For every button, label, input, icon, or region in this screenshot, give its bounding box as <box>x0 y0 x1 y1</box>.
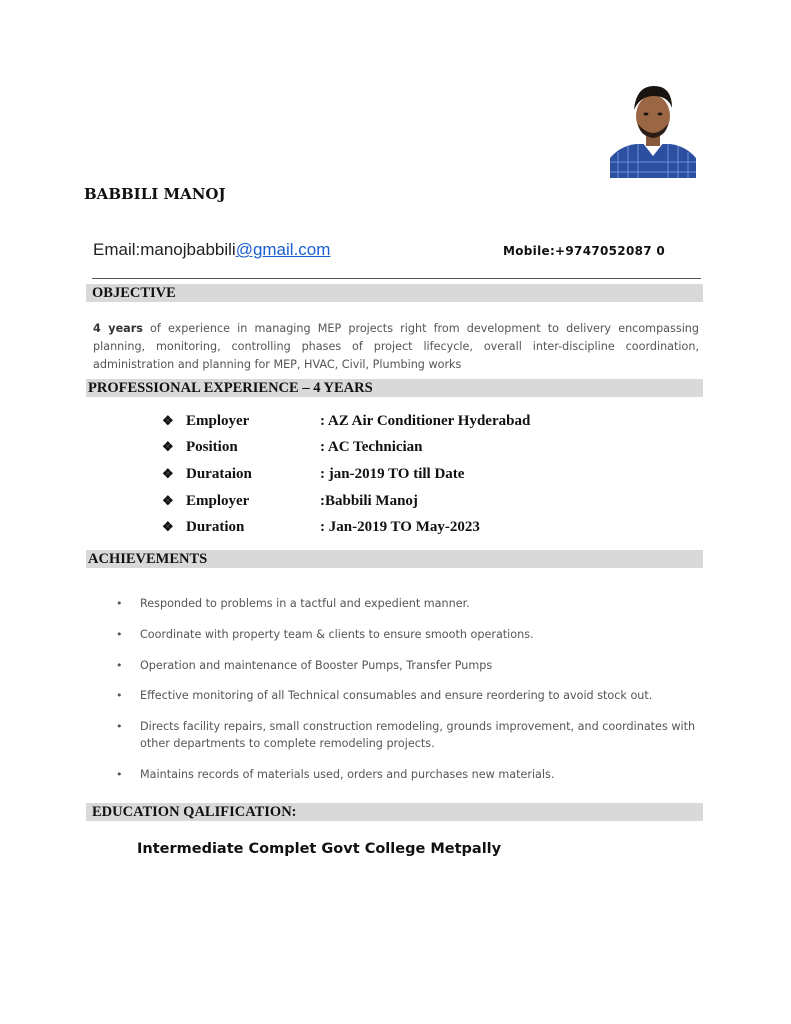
achievement-item <box>116 766 696 783</box>
bullet-icon: • <box>116 628 123 641</box>
bullet-icon: • <box>116 597 123 610</box>
achievement-item <box>116 687 696 704</box>
experience-heading <box>86 379 703 397</box>
email-link[interactable]: @gmail.com <box>235 240 331 259</box>
experience-row <box>162 517 682 537</box>
achievement-text: Responded to problems in a tactful and expedient manner. <box>140 597 470 610</box>
experience-value: : Jan-2019 TO May-2023 <box>320 519 480 535</box>
achievements-heading <box>86 550 703 568</box>
diamond-bullet-icon: ❖ <box>162 519 174 534</box>
education-entry: Intermediate Complet Govt College Metpally <box>137 841 502 857</box>
achievement-text: Maintains records of materials used, orders and purchases new materials. <box>140 768 555 781</box>
profile-photo <box>610 80 696 178</box>
diamond-bullet-icon: ❖ <box>162 493 174 508</box>
achievement-item <box>116 595 696 612</box>
divider-line <box>92 278 701 279</box>
diamond-bullet-icon: ❖ <box>162 439 174 454</box>
achievement-text: Effective monitoring of all Technical consumables and ensure reordering to avoid stock out. <box>140 689 653 702</box>
experience-value: :Babbili Manoj <box>320 493 418 509</box>
achievement-text: Coordinate with property team & clients to ensure smooth operations. <box>140 628 534 641</box>
experience-value: : AC Technician <box>320 439 423 455</box>
bullet-icon: • <box>116 689 123 702</box>
achievement-text: Operation and maintenance of Booster Pumps, Transfer Pumps <box>140 659 493 672</box>
experience-row <box>162 491 682 511</box>
bullet-icon: • <box>116 720 123 733</box>
experience-key: Employer <box>186 413 250 429</box>
experience-key: Position <box>186 439 238 455</box>
experience-value: : AZ Air Conditioner Hyderabad <box>320 413 531 429</box>
experience-key: Durataion <box>186 466 252 482</box>
objective-lead: 4 years <box>93 322 143 335</box>
education-title: EDUCATION QALIFICATION: <box>92 804 297 820</box>
email-prefix: Email:manojbabbili <box>93 240 236 259</box>
diamond-bullet-icon: ❖ <box>162 466 174 481</box>
portrait-illustration <box>610 80 696 178</box>
achievements-title: ACHIEVEMENTS <box>88 551 208 567</box>
email-line <box>93 240 330 260</box>
education-heading <box>86 803 703 821</box>
experience-key: Duration <box>186 519 245 535</box>
bullet-icon: • <box>116 768 123 781</box>
achievement-item <box>116 718 696 752</box>
achievement-text: Directs facility repairs, small construction remodeling, grounds improvement, and coordinates with other departments to complete remodeling projects. <box>140 720 696 750</box>
experience-row <box>162 464 682 484</box>
diamond-bullet-icon: ❖ <box>162 413 174 428</box>
experience-key: Employer <box>186 493 250 509</box>
mobile-number: Mobile:+9747052087 0 <box>503 244 666 258</box>
candidate-name: BABBILI MANOJ <box>84 185 226 203</box>
achievement-item <box>116 626 696 643</box>
experience-title: PROFESSIONAL EXPERIENCE – 4 YEARS <box>88 380 373 396</box>
experience-row <box>162 411 682 431</box>
achievement-item <box>116 657 696 674</box>
objective-paragraph <box>93 320 699 374</box>
bullet-icon: • <box>116 659 123 672</box>
objective-title: OBJECTIVE <box>92 285 176 301</box>
objective-body: of experience in managing MEP projects right from development to delivery encompassing planning, monitoring, controlling phases of project lifecycle, overall inter-discipline coordination, administration and planning for MEP, HVAC, Civil, Plumbing works <box>93 322 699 371</box>
experience-value: : jan-2019 TO till Date <box>320 466 465 482</box>
experience-row <box>162 437 682 457</box>
objective-heading <box>86 284 703 302</box>
